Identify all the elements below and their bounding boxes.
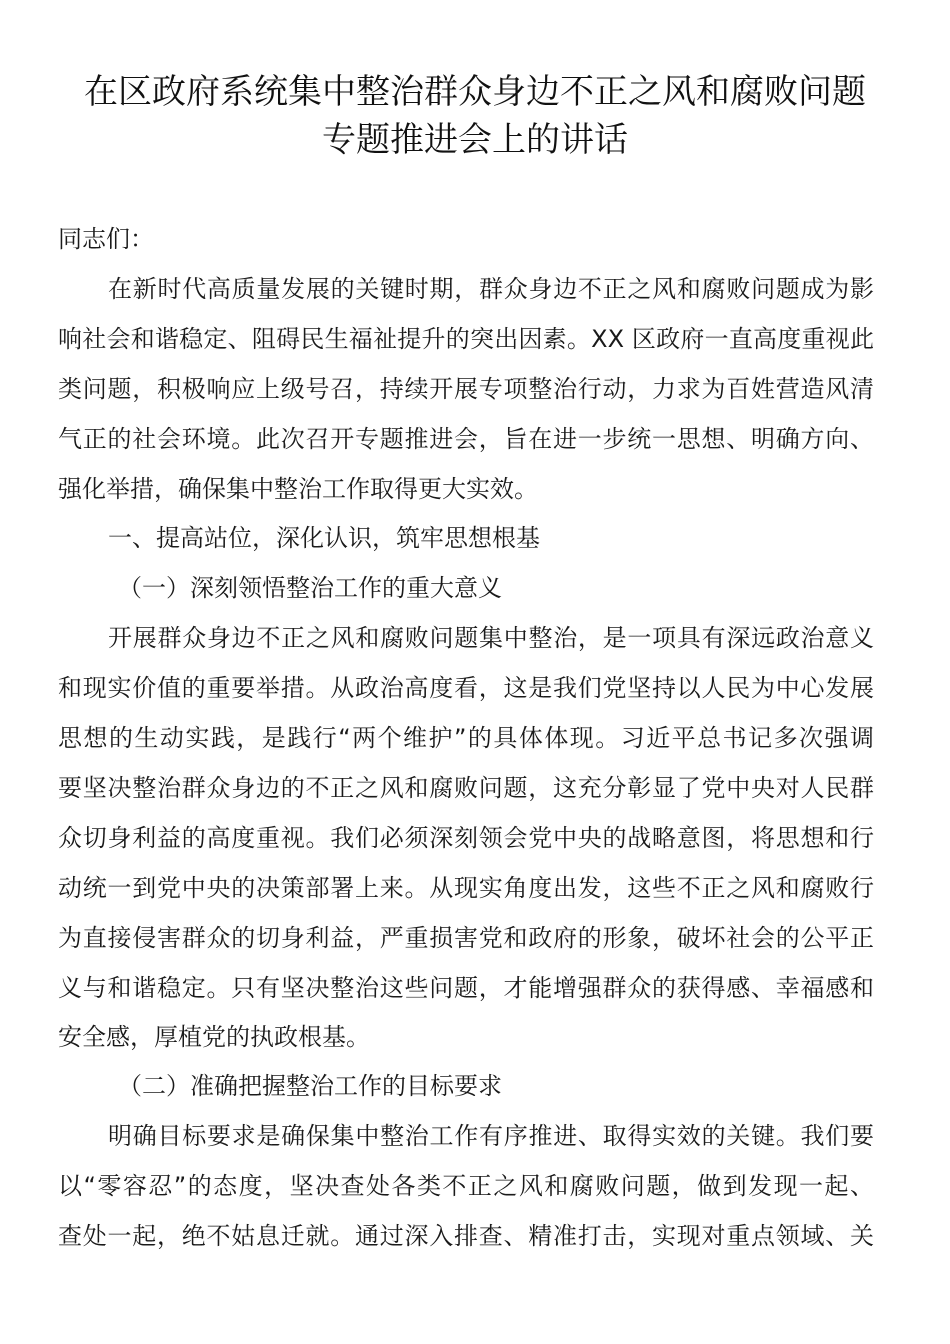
- salutation: 同志们：: [58, 225, 154, 253]
- paragraph-line: 安全感，厚植党的执政根基。: [58, 1023, 370, 1051]
- paragraph-line: 众切身利益的高度重视。我们必须深刻领会党中央的战略意图，将思想和行: [58, 824, 874, 852]
- paragraph-line: 和现实价值的重要举措。从政治高度看，这是我们党坚持以人民为中心发展: [58, 674, 874, 702]
- subsection-heading-1-1: （一）深刻领悟整治工作的重大意义: [118, 574, 502, 602]
- paragraph-line: 强化举措，确保集中整治工作取得更大实效。: [58, 475, 538, 503]
- paragraph-line: 气正的社会环境。此次召开专题推进会，旨在进一步统一思想、明确方向、: [58, 425, 874, 453]
- paragraph-line: 思想的生动实践，是践行“两个维护”的具体体现。习近平总书记多次强调: [58, 724, 874, 752]
- paragraph-line: 在新时代高质量发展的关键时期，群众身边不正之风和腐败问题成为影: [108, 275, 874, 303]
- document-title-line-1: 在区政府系统集中整治群众身边不正之风和腐败问题: [84, 72, 866, 112]
- paragraph-line: 为直接侵害群众的切身利益，严重损害党和政府的形象，破坏社会的公平正: [58, 924, 874, 952]
- paragraph-line: 以“零容忍”的态度，坚决查处各类不正之风和腐败问题，做到发现一起、: [58, 1172, 874, 1200]
- paragraph-line: 明确目标要求是确保集中整治工作有序推进、取得实效的关键。我们要: [108, 1122, 874, 1150]
- paragraph-line: 类问题，积极响应上级号召，持续开展专项整治行动，力求为百姓营造风清: [58, 375, 874, 403]
- paragraph-line: 响社会和谐稳定、阻碍民生福祉提升的突出因素。XX 区政府一直高度重视此: [58, 325, 874, 353]
- document-title-line-2: 专题推进会上的讲话: [322, 120, 628, 160]
- paragraph-line: 义与和谐稳定。只有坚决整治这些问题，才能增强群众的获得感、幸福感和: [58, 974, 874, 1002]
- paragraph-line: 要坚决整治群众身边的不正之风和腐败问题，这充分彰显了党中央对人民群: [58, 774, 874, 802]
- paragraph-line: 开展群众身边不正之风和腐败问题集中整治，是一项具有深远政治意义: [108, 624, 874, 652]
- paragraph-line: 查处一起，绝不姑息迁就。通过深入排查、精准打击，实现对重点领域、关: [58, 1222, 874, 1250]
- subsection-heading-1-2: （二）准确把握整治工作的目标要求: [118, 1072, 502, 1100]
- section-heading-1: 一、提高站位，深化认识，筑牢思想根基: [108, 524, 540, 552]
- paragraph-line: 动统一到党中央的决策部署上来。从现实角度出发，这些不正之风和腐败行: [58, 874, 874, 902]
